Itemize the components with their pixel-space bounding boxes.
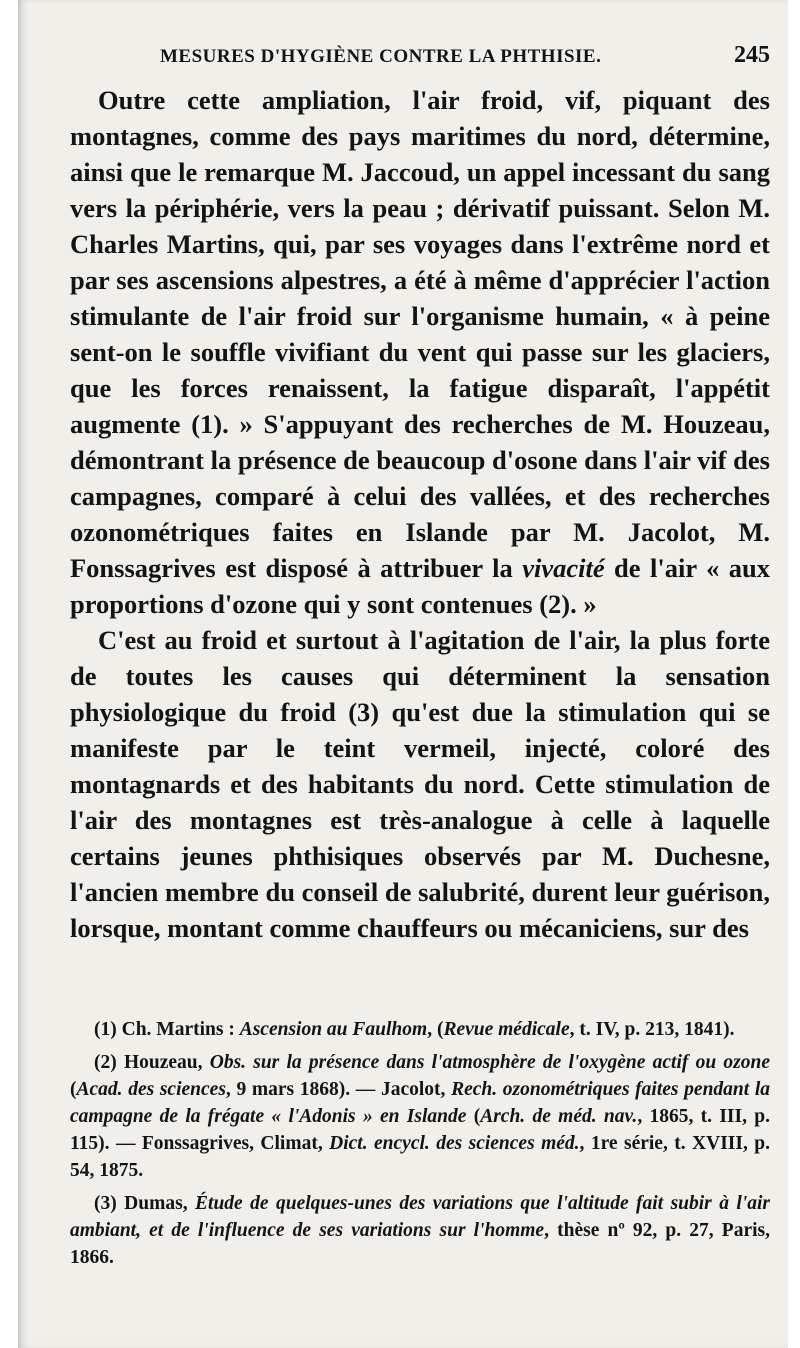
footnote-2 [70, 1049, 770, 1184]
footnote-2-ref-3: , 1re série, t. XVIII, p. 54, 1875. [70, 1133, 770, 1181]
book-page [18, 0, 788, 1348]
paragraph-2: C'est au froid et surtout à l'agitation de l'air, la plus forte de toutes les causes qui déterminent la sensation physiologique du froid (3) qu'est due la stimulation qui se manifeste par le teint vermeil, injecté, coloré des montagnards et des habitants du nord. Cette stimulation de l'air des montagnes est très-analogue à celle à laquelle certains jeunes phthisiques observés par M. Duchesne, l'ancien membre du conseil de salubrité, durent leur guérison, lorsque, montant comme chauffeurs ou mécaniciens, sur des [70, 625, 770, 943]
footnote-2-title-2: Rech. ozonométriques faites pendant la campagne de la frégate « l'Adonis » en Islande [70, 1079, 771, 1127]
footnote-2-sep: ( [70, 1079, 77, 1100]
footnote-1-sep: , ( [427, 1019, 444, 1040]
paragraph-1-part-1: Outre cette ampliation, l'air froid, vif, piquant des montagnes, comme des pays maritimes du nord, détermine, ainsi que le remarque M. Jaccoud, un appel incessant du sang vers la périphérie, vers la peau ; dérivatif puissant. Selon M. Charles Martins, qui, par ses voyages dans l'extrême nord et par ses ascensions alpestres, a été à même d'apprécier l'action stimulante de l'air froid sur l'organisme humain, « à peine sent-on le souffle vivifiant du vent qui passe sur les glaciers, que les forces renaissent, la fatigue disparaît, l'appétit augmente (1). » S'appuyant des recherches de M. Houzeau, démontrant la présence de beaucoup d'osone dans l'air vif des campagnes, comparé à celui des vallées, et des recherches ozonométriques faites en Islande par M. Jacolot, M. Fonssagrives est disposé à attribuer la [70, 85, 770, 583]
footnote-2-dict: Dict. encycl. des sciences méd. [329, 1133, 580, 1154]
paragraph-1-part-2: de l'air « aux proportions d'ozone qui y sont contenues (2). » [70, 553, 770, 619]
footnote-2-journal-2: Arch. de méd. nav. [480, 1106, 638, 1127]
page-header [70, 40, 770, 76]
footnote-1-text: (1) Ch. Martins : [94, 1019, 240, 1040]
footnote-2-text: (2) Houzeau, [94, 1052, 210, 1073]
body-text [70, 82, 770, 946]
footnote-3-text: (3) Dumas, [94, 1193, 196, 1214]
running-title: MESURES D'HYGIÈNE CONTRE LA PHTHISIE. [160, 46, 602, 67]
paragraph-1 [70, 82, 770, 622]
footnote-2-ref-2: , 1865, t. III, p. 115). — Fonssagrives, Climat, [70, 1106, 770, 1154]
footnote-2-journal: Acad. des sciences [76, 1079, 226, 1100]
footnote-3-ref: , thèse nº 92, p. 27, Paris, 1866. [70, 1220, 770, 1268]
footnote-2-sep-2: ( [466, 1106, 481, 1127]
page-number: 245 [734, 42, 770, 68]
footnotes [70, 1016, 770, 1277]
footnote-1 [70, 1016, 770, 1043]
footnote-1-ref: , t. IV, p. 213, 1841). [569, 1019, 735, 1040]
footnote-1-title: Ascension au Faulhom [239, 1019, 428, 1040]
footnote-3-title: Étude de quelques-unes des variations que l'altitude fait subir à l'air ambiant, et de l'influence de ses variations sur l'homme [70, 1193, 770, 1241]
footnote-3 [70, 1190, 770, 1271]
footnote-2-ref: , 9 mars 1868). — Jacolot, [225, 1079, 452, 1100]
paragraph-1-italic: vivacité [522, 553, 605, 583]
footnote-2-title: Obs. sur la présence dans l'atmosphère de l'oxygène actif ou ozone [209, 1052, 770, 1073]
footnote-1-journal: Revue médicale [443, 1019, 570, 1040]
